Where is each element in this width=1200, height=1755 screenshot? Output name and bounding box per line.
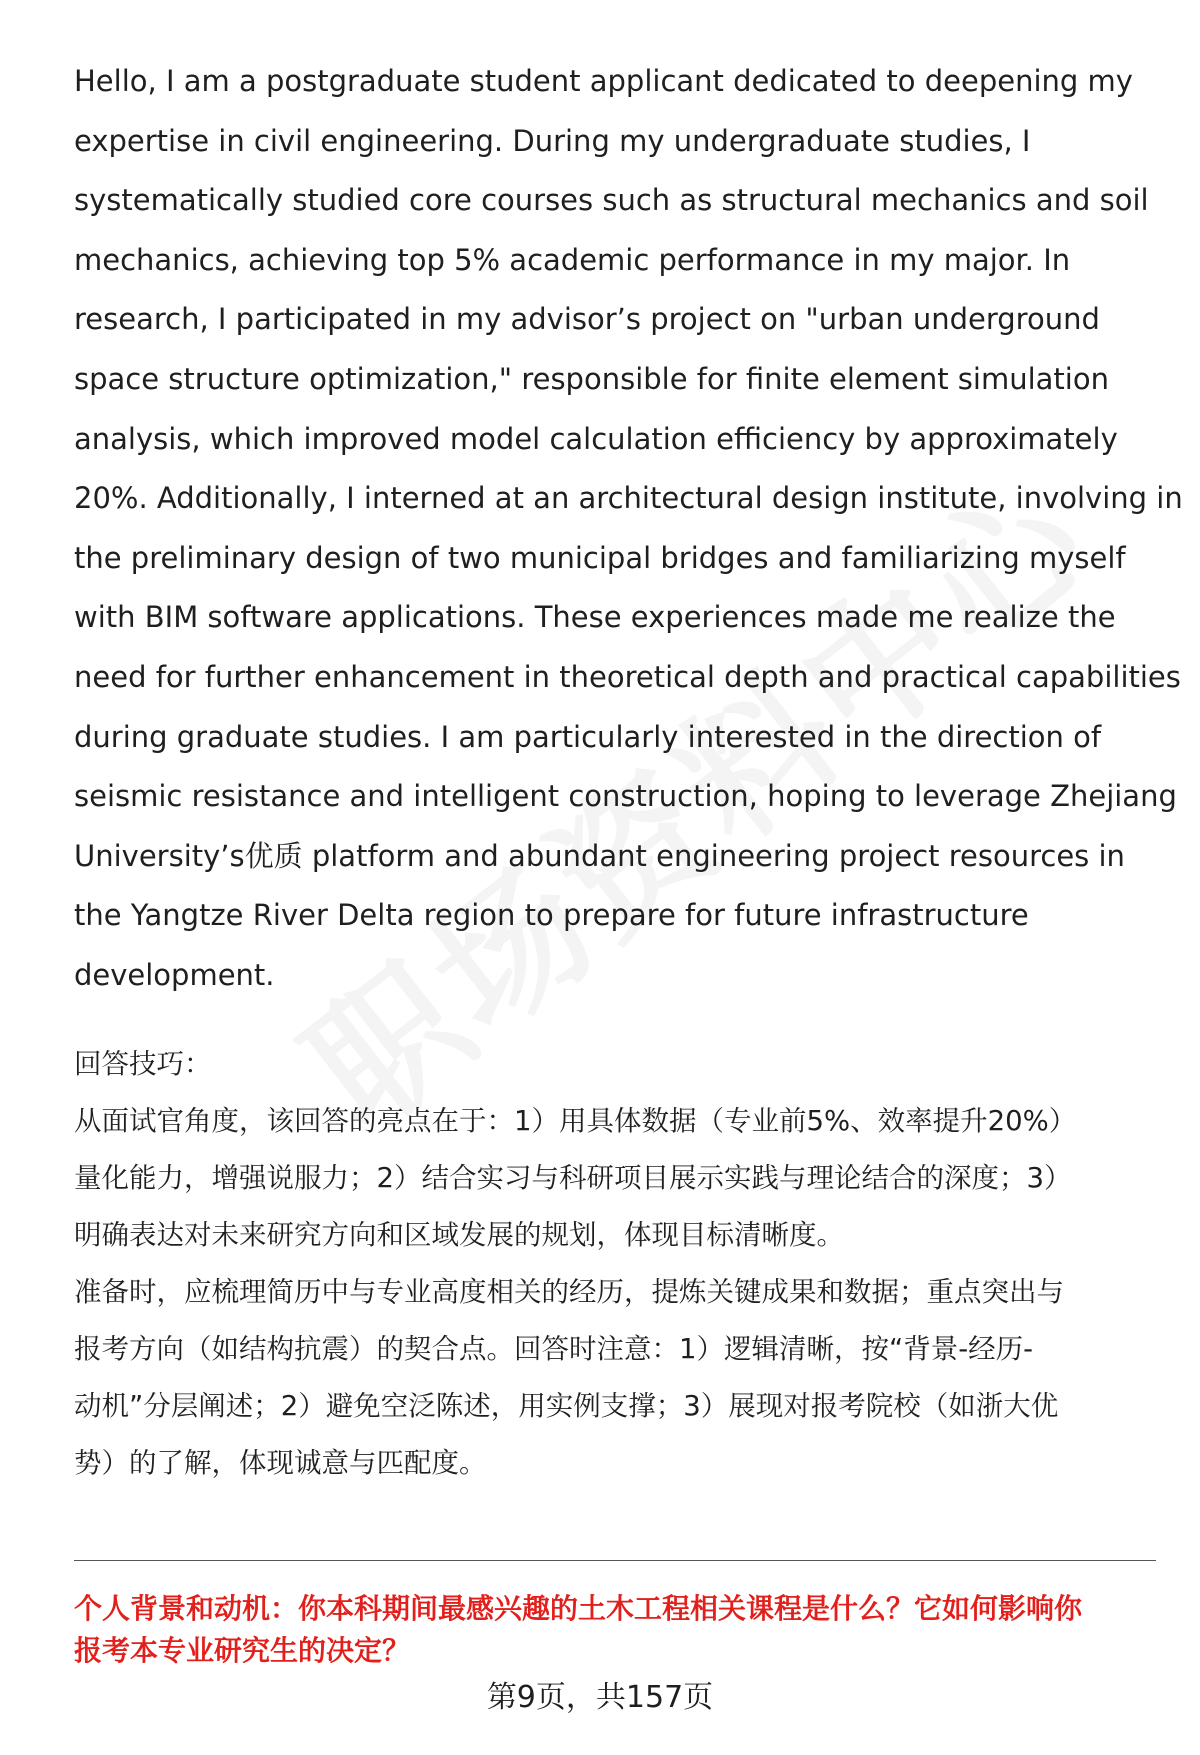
page-number: 第9页，共157页: [486, 1680, 714, 1715]
tips-line: 从面试官角度，该回答的亮点在于：1）用具体数据（专业前5%、效率提升20%）: [74, 1105, 1077, 1137]
answer-essay: [74, 52, 1183, 1006]
tips-heading: 回答技巧：: [74, 1048, 212, 1080]
essay-line: research, I participated in my advisor’s project on "urban underground: [74, 302, 1100, 337]
essay-line: with BIM software applications. These experiences made me realize the: [74, 600, 1116, 635]
essay-line: analysis, which improved model calculation efficiency by approximately: [74, 421, 1118, 456]
essay-line: 20%. Additionally, I interned at an architectural design institute, involving in: [74, 481, 1183, 516]
question-line: 报考本专业研究生的决定？: [74, 1634, 411, 1667]
tips-line: 准备时，应梳理简历中与专业高度相关的经历，提炼关键成果和数据；重点突出与: [74, 1276, 1064, 1308]
essay-line: during graduate studies. I am particularly interested in the direction of: [74, 719, 1102, 754]
question-line: 个人背景和动机：你本科期间最感兴趣的土木工程相关课程是什么？它如何影响你: [74, 1592, 1083, 1625]
essay-line: University’s优质 platform and abundant engineering project resources in: [74, 838, 1125, 873]
essay-line: mechanics, achieving top 5% academic performance in my major. In: [74, 242, 1071, 277]
tips-line: 明确表达对未来研究方向和区域发展的规划，体现目标清晰度。: [74, 1219, 844, 1251]
essay-line: Hello, I am a postgraduate student applicant dedicated to deepening my: [74, 64, 1133, 98]
essay-line: seismic resistance and intelligent construction, hoping to leverage Zhejiang: [74, 779, 1177, 814]
section-divider: [74, 1560, 1156, 1561]
essay-line: the preliminary design of two municipal bridges and familiarizing myself: [74, 540, 1126, 575]
essay-line: need for further enhancement in theoretical depth and practical capabilities: [74, 659, 1181, 694]
answer-tips: [74, 1036, 1164, 1492]
essay-line: space structure optimization," responsible for finite element simulation: [74, 361, 1109, 396]
tips-line: 势）的了解，体现诚意与匹配度。: [74, 1447, 487, 1479]
essay-line: systematically studied core courses such as structural mechanics and soil: [74, 183, 1149, 218]
essay-line: the Yangtze River Delta region to prepare for future infrastructure: [74, 898, 1029, 933]
essay-line: development.: [74, 957, 275, 992]
tips-line: 报考方向（如结构抗震）的契合点。回答时注意：1）逻辑清晰，按“背景-经历-: [74, 1333, 1034, 1365]
tips-line: 动机”分层阐述；2）避免空泛陈述，用实例支撑；3）展现对报考院校（如浙大优: [74, 1390, 1059, 1422]
essay-line: expertise in civil engineering. During my undergraduate studies, I: [74, 123, 1031, 158]
tips-line: 量化能力，增强说服力；2）结合实习与科研项目展示实践与理论结合的深度；3）: [74, 1162, 1072, 1194]
next-question: [74, 1588, 1164, 1672]
